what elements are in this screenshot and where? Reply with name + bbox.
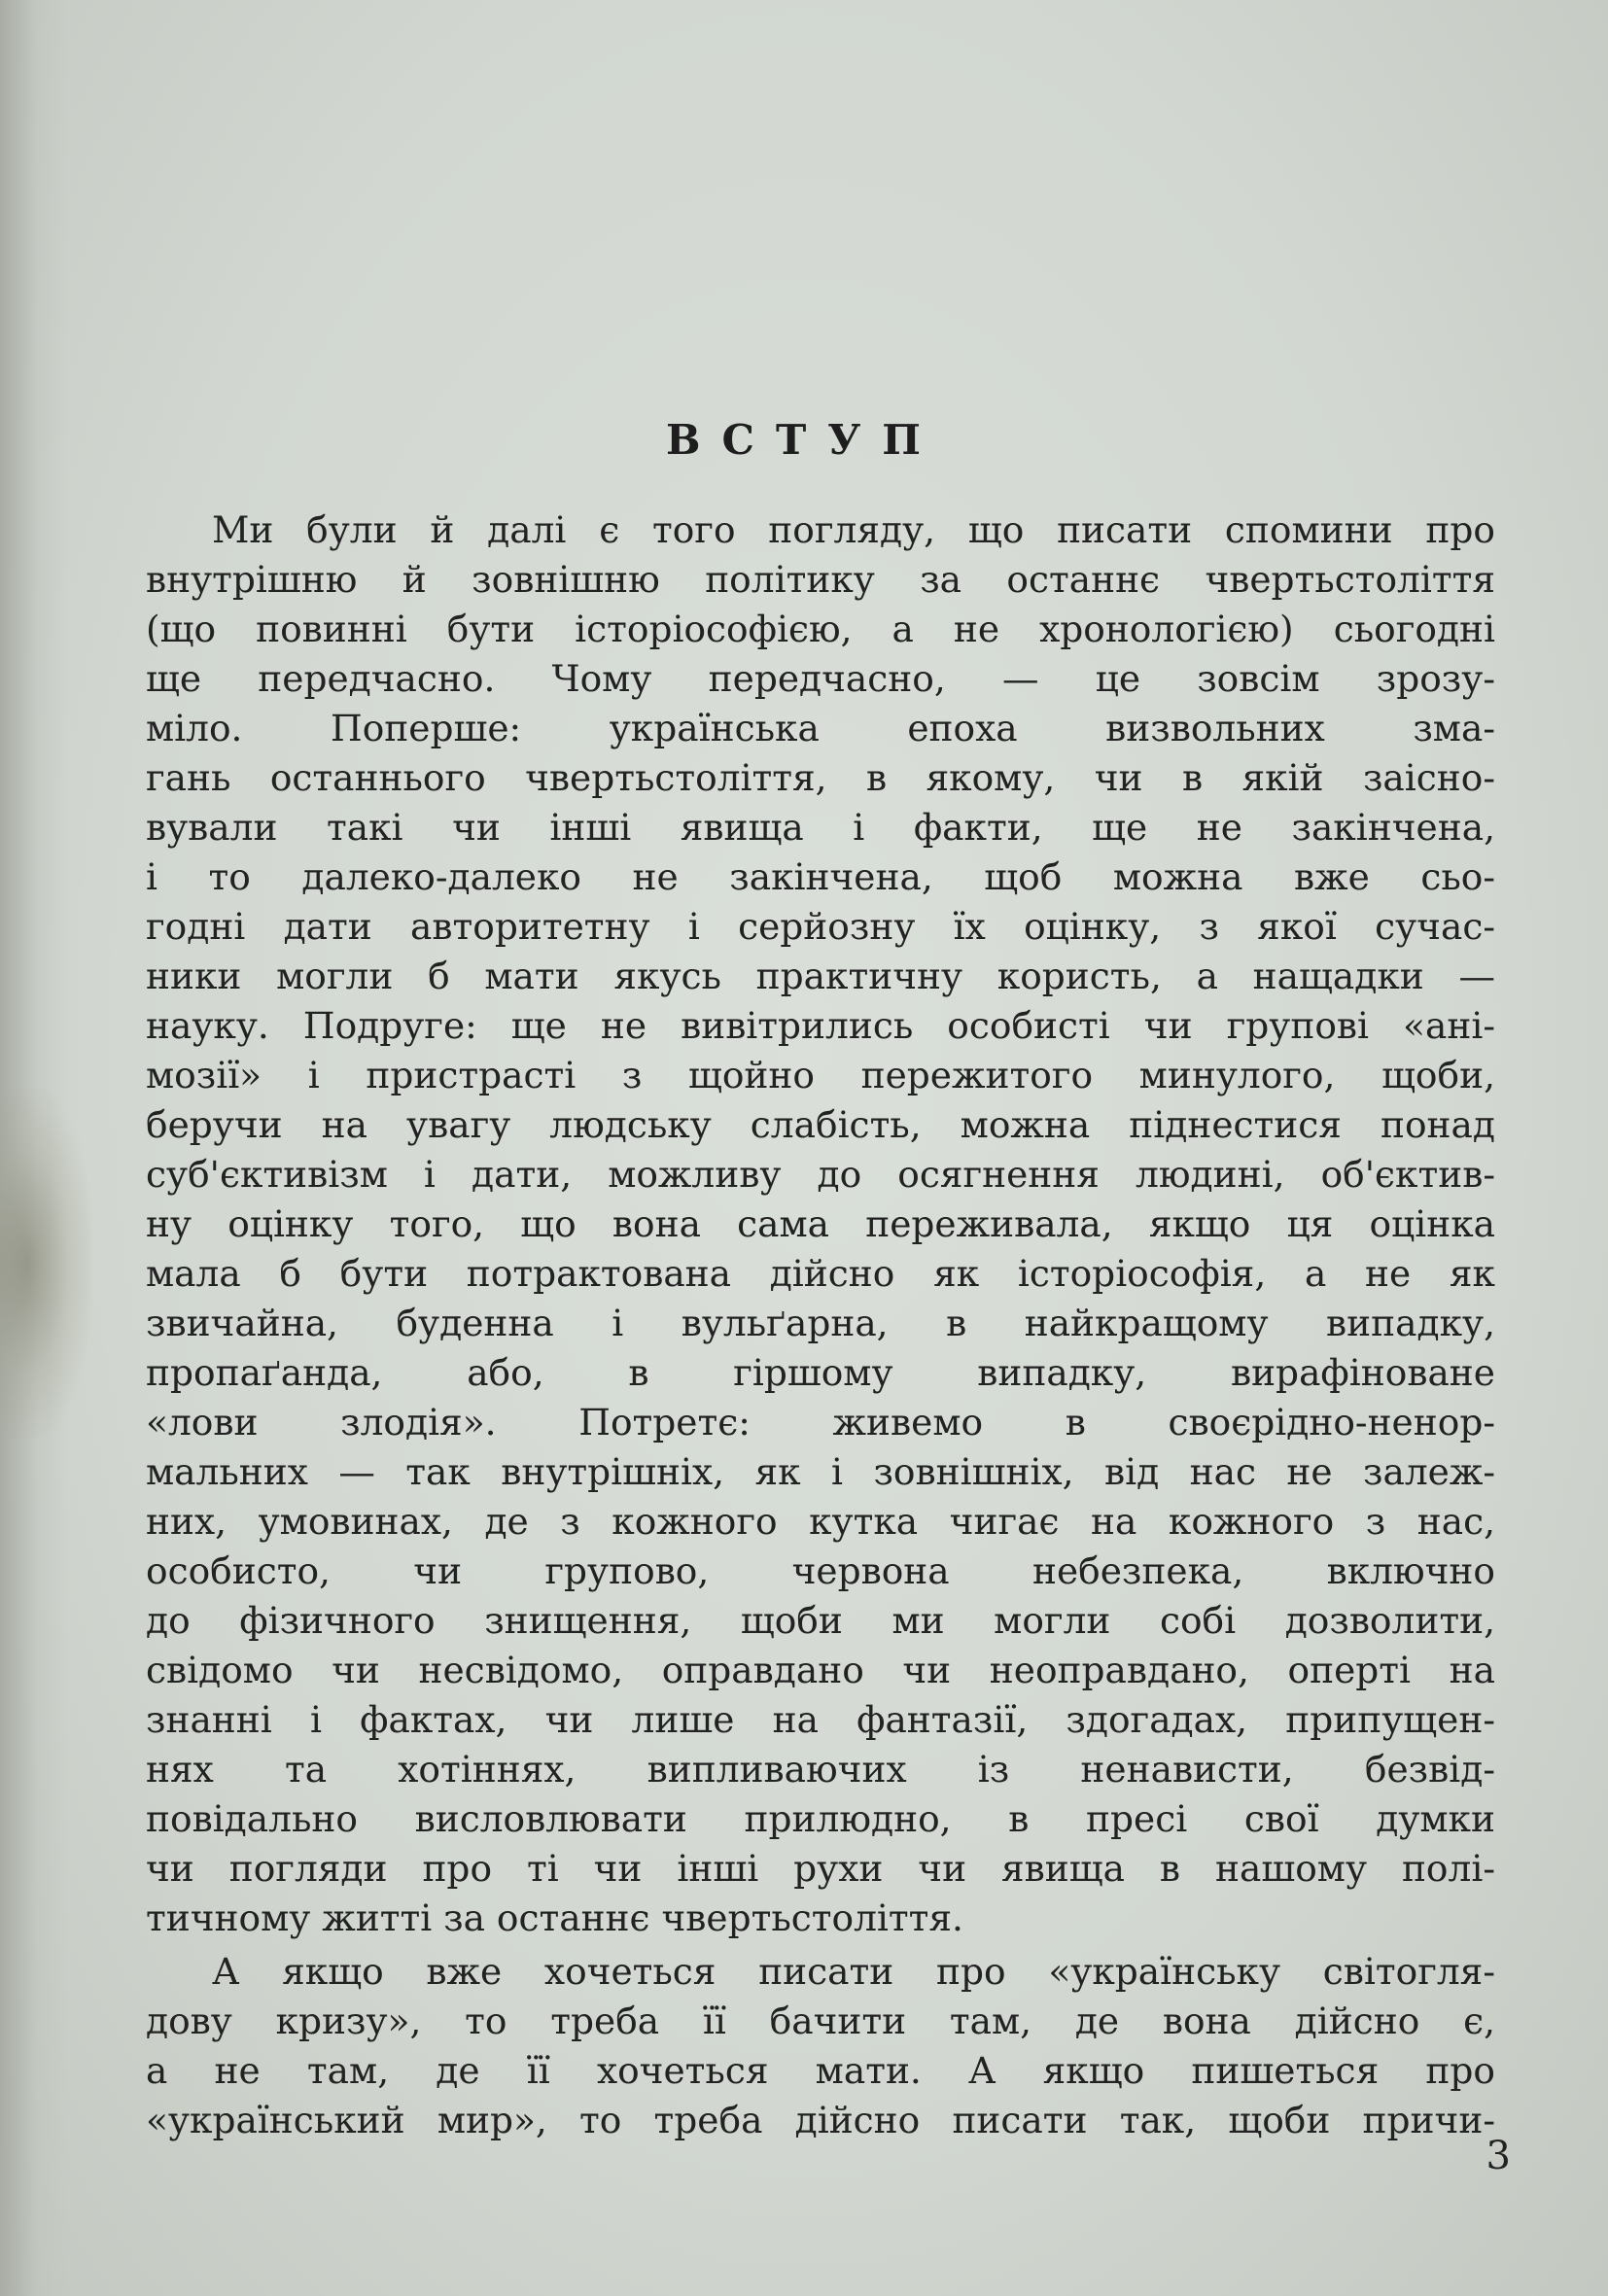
text-line: ники могли б мати якусь практичну користь, а нащадки — [146, 955, 1495, 997]
text-line: свідомо чи несвідомо, оправдано чи неоправдано, оперті на [146, 1649, 1495, 1691]
text-line: вували такі чи інші явища і факти, ще не закінчена, [146, 806, 1495, 849]
text-line: нях та хотіннях, випливаючих із ненависти, безвід- [146, 1748, 1495, 1791]
page-number: 3 [1486, 2134, 1511, 2178]
text-line: гань останнього чвертьстоліття, в якому, чи в якій заісно- [146, 756, 1495, 799]
chapter-heading: ВСТУП [666, 416, 942, 464]
text-line: годні дати авторитетну і серйозну їх оцінку, з якої сучас- [146, 905, 1495, 948]
text-line: беручи на увагу людську слабість, можна піднестися понад [146, 1103, 1495, 1146]
text-line: і то далеко-далеко не закінчена, щоб можна вже сьо- [146, 855, 1495, 898]
text-line: них, умовинах, де з кожного кутка чигає на кожного з нас, [146, 1500, 1495, 1543]
text-line: суб'єктивізм і дати, можливу до осягнення людині, об'єктив- [146, 1153, 1495, 1196]
text-line: «лови злодія». Потретє: живемо в своєрідно-ненор- [146, 1401, 1495, 1444]
text-line: чи погляди про ті чи інші рухи чи явища в нашому полі- [146, 1847, 1495, 1890]
text-line: внутрішню й зовнішню політику за останнє чвертьстоліття [146, 558, 1495, 601]
text-line: науку. Подруге: ще не вивітрились особисті чи групові «ані- [146, 1004, 1495, 1047]
text-line: звичайна, буденна і вульґарна, в найкращому випадку, [146, 1302, 1495, 1344]
text-line: (що повинні бути історіософією, а не хронологією) сьогодні [146, 608, 1495, 650]
text-line: мала б бути потрактована дійсно як історіософія, а не як [146, 1252, 1495, 1295]
text-line: міло. Поперше: українська епоха визвольних зма- [146, 707, 1495, 749]
text-line: пропаґанда, або, в гіршому випадку, вирафіноване [146, 1351, 1495, 1394]
text-line: «український мир», то треба дійсно писати так, щоби причи- [146, 2099, 1495, 2141]
text-line: Ми були й далі є того погляду, що писати спомини про [212, 508, 1495, 551]
text-line: А якщо вже хочеться писати про «українську світогля- [212, 1950, 1495, 1993]
text-line: особисто, чи групово, червона небезпека, включно [146, 1549, 1495, 1592]
text-line: тичному житті за останнє чвертьстоліття. [146, 1896, 963, 1939]
body-text [146, 505, 1495, 2145]
text-line: ну оцінку того, що вона сама переживала, якщо ця оцінка [146, 1202, 1495, 1245]
text-line: мальних — так внутрішніх, як і зовнішніх, від нас не залеж- [146, 1450, 1495, 1493]
text-line: повідально висловлювати прилюдно, в пресі свої думки [146, 1797, 1495, 1840]
text-line: ще передчасно. Чому передчасно, — це зовсім зрозу- [146, 657, 1495, 700]
text-line: а не там, де її хочеться мати. А якщо пишеться про [146, 2049, 1495, 2092]
text-line: знанні і фактах, чи лише на фантазії, здогадах, припущен- [146, 1698, 1495, 1741]
text-line: мозії» і пристрасті з щойно пережитого минулого, щоби, [146, 1054, 1495, 1096]
text-line: дову кризу», то треба її бачити там, де вона дійсно є, [146, 2000, 1495, 2042]
text-line: до фізичного знищення, щоби ми могли собі дозволити, [146, 1599, 1495, 1642]
paper-stain [0, 1089, 92, 1439]
